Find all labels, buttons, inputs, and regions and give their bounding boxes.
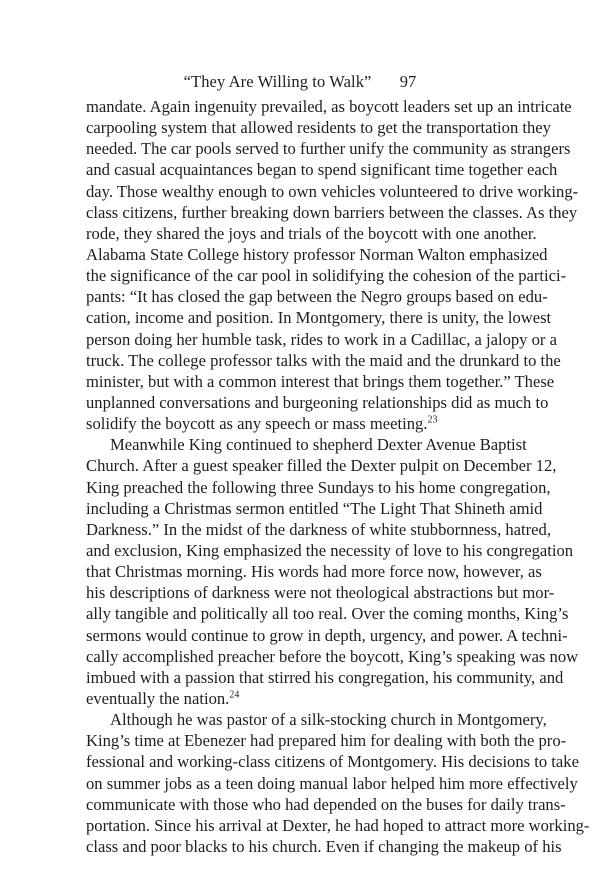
text-line: mandate. Again ingenuity prevailed, as boycott leaders set up an intricate [86,97,572,116]
page-number: 97 [399,72,417,91]
text-line: solidify the boycott as any speech or mass meeting.$^{23}$ [86,414,438,434]
text-line: and exclusion, King emphasized the necessity of love to his congregation [86,540,574,560]
text-line: person doing her humble task, rides to work in a Cadillac, a jalopy or a [86,329,557,349]
text-line: cally accomplished preacher before the boycott, King’s speaking was now [86,646,579,666]
body-text [86,96,590,857]
text-line: including a Christmas sermon entitled “The Light That Shineth amid [86,498,543,518]
text-line: that Christmas morning. His words had more force now, however, as [86,562,542,582]
paragraph [86,434,579,709]
text-line: and casual acquaintances began to spend significant time together each [86,160,558,180]
text-line: King preached the following three Sundays to his home congregation, [86,477,551,497]
text-line: Meanwhile King continued to shepherd Dexter Avenue Baptist [110,435,527,455]
text-line: eventually the nation.$^{24}$ [86,688,240,708]
footnote-marker[interactable]: 23 [427,414,438,426]
text-line: the significance of the car pool in solidifying the cohesion of the partici- [86,266,567,286]
text-line: ally tangible and politically all too real. Over the coming months, King’s [86,604,569,624]
text-line: Church. After a guest speaker filled the Dexter pulpit on December 12, [86,456,557,476]
text-line: imbued with a passion that stirred his congregation, his community, and [86,667,564,687]
text-line: communicate with those who had depended on the buses for daily trans- [86,794,566,814]
text-line: carpooling system that allowed residents to get the transportation they [86,118,551,138]
text-line: class and poor blacks to his church. Even if changing the makeup of his [86,836,562,856]
text-line: pants: “It has closed the gap between the Negro groups based on edu- [86,287,548,307]
text-line: fessional and working-class citizens of Montgomery. His decisions to take [86,752,579,772]
text-line: sermons would continue to grow in depth, urgency, and power. A techni- [86,625,568,645]
text-line: truck. The college professor talks with the maid and the drunkard to the [86,350,561,370]
paragraph [86,709,590,857]
text-line: cation, income and position. In Montgomery, there is unity, the lowest [86,308,552,328]
text-line: day. Those wealthy enough to own vehicles volunteered to drive working- [86,181,579,201]
paragraph [86,96,579,434]
text-line: portation. Since his arrival at Dexter, he had hoped to attract more working- [86,815,590,835]
text-line: on summer jobs as a teen doing manual labor helped him more effectively [86,773,578,793]
text-line: his descriptions of darkness were not theological abstractions but mor- [86,583,555,603]
text-line: unplanned conversations and burgeoning relationships did as much to [86,392,549,412]
text-line: Alabama State College history professor Norman Walton emphasized [86,244,548,264]
chapter-title: “They Are Willing to Walk” [183,72,372,91]
footnote-marker[interactable]: 24 [229,689,240,701]
text-line: rode, they shared the joys and trials of the boycott with one another. [86,223,537,243]
text-line: King’s time at Ebenezer had prepared him for dealing with both the pro- [86,731,567,751]
text-line: class citizens, further breaking down barriers between the classes. As they [86,202,578,222]
text-line: Darkness.” In the midst of the darkness of white stubbornness, hatred, [86,519,551,539]
text-line: Although he was pastor of a silk-stocking church in Montgomery, [110,710,547,730]
running-head [0,72,600,92]
text-line: needed. The car pools served to further unify the community as strangers [86,139,571,159]
text-line: minister, but with a common interest that brings them together.” These [86,371,555,391]
